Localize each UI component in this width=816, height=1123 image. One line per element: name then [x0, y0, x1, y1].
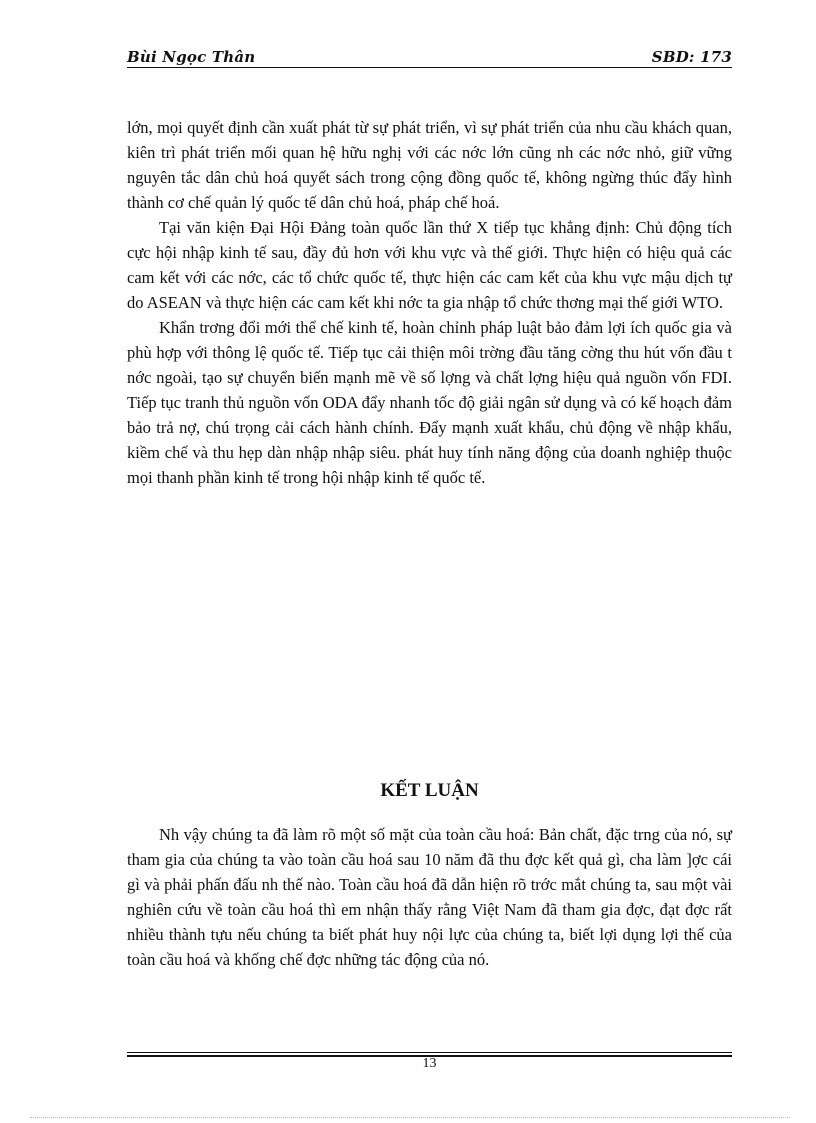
page-edge-dots: [30, 1117, 790, 1118]
header-rule: [127, 67, 732, 68]
body-text: [127, 115, 732, 490]
conclusion-title: KẾT LUẬN: [380, 780, 479, 801]
paragraph-reform: Khẩn trơng đổi mới thể chế kinh tế, hoàn chỉnh pháp luật bảo đảm lợi ích quốc gia và phù hợp với thông lệ quốc tế. Tiếp tục cải thiện môi trờng đầu tăng cờng thu hút vốn đầu t nớc ngoài, tạo sự chuyển biến mạnh mẽ về số lợng và chất lợng hiệu quả nguồn vốn FDI. Tiếp tục tranh thủ nguồn vốn ODA đẩy nhanh tốc độ giải ngân sử dụng và có kế hoạch đảm bảo trả nợ, chú trọng cải cách hành chính. Đẩy mạnh xuất khẩu, chủ động về nhập khẩu, kiềm chế và thu hẹp dàn nhập nhập siêu. phát huy tính năng động của doanh nghiệp thuộc mọi thanh phần kinh tế trong hội nhập kinh tế quốc tế.: [127, 318, 732, 487]
page-header: [127, 48, 732, 68]
conclusion-body: [127, 822, 732, 972]
header-sbd: SBD: 173: [651, 48, 732, 66]
paragraph-congress: Tại văn kiện Đại Hội Đảng toàn quốc lần thứ X tiếp tục khẳng định: Chủ động tích cực hội nhập kinh tế sau, đầy đủ hơn với khu vực và thế giới. Thực hiện có hiệu quả các cam kết với các nớc, các tổ chức quốc tế, thực hiện các cam kết của khu vực mậu dịch tự do ASEAN và thực hiện các cam kết khi nớc ta gia nhập tổ chức thơng mại thế giới WTO.: [127, 218, 732, 312]
page-number: 13: [422, 1056, 437, 1071]
conclusion-paragraph: Nh vậy chúng ta đã làm rõ một số mặt của toàn cầu hoá: Bản chất, đặc trng của nó, sự tham gia của chúng ta vào toàn cầu hoá sau 10 năm đã thu đợc kết quả gì, cha làm ]ợc cái gì và phải phấn đấu nh thế nào. Toàn cầu hoá đã dẫn hiện rõ trớc mắt chúng ta, sau một vài nghiên cứu về toàn cầu hoá thì em nhận thấy rằng Việt Nam đã tham gia đợc, đạt đợc rất nhiều thành tựu nếu chúng ta biết phát huy nội lực của chúng ta, biết lợi dụng lợi thế của toàn cầu hoá và khống chế đợc những tác động của nó.: [127, 825, 732, 969]
footer-rule: [127, 1052, 732, 1053]
paragraph-continuation: lớn, mọi quyết định cần xuất phát từ sự phát triển, vì sự phát triển của nhu cầu khách quan, kiên trì phát triển mối quan hệ hữu nghị với các nớc lớn cũng nh các nớc nhỏ, giữ vững nguyên tắc dân chủ hoá quyết sách trong cộng đồng quốc tế, không ngừng thúc đẩy hình thành cơ chế quản lý quốc tế dân chủ hoá, pháp chế hoá.: [127, 118, 732, 212]
header-author: Bùi Ngọc Thân: [127, 48, 256, 66]
